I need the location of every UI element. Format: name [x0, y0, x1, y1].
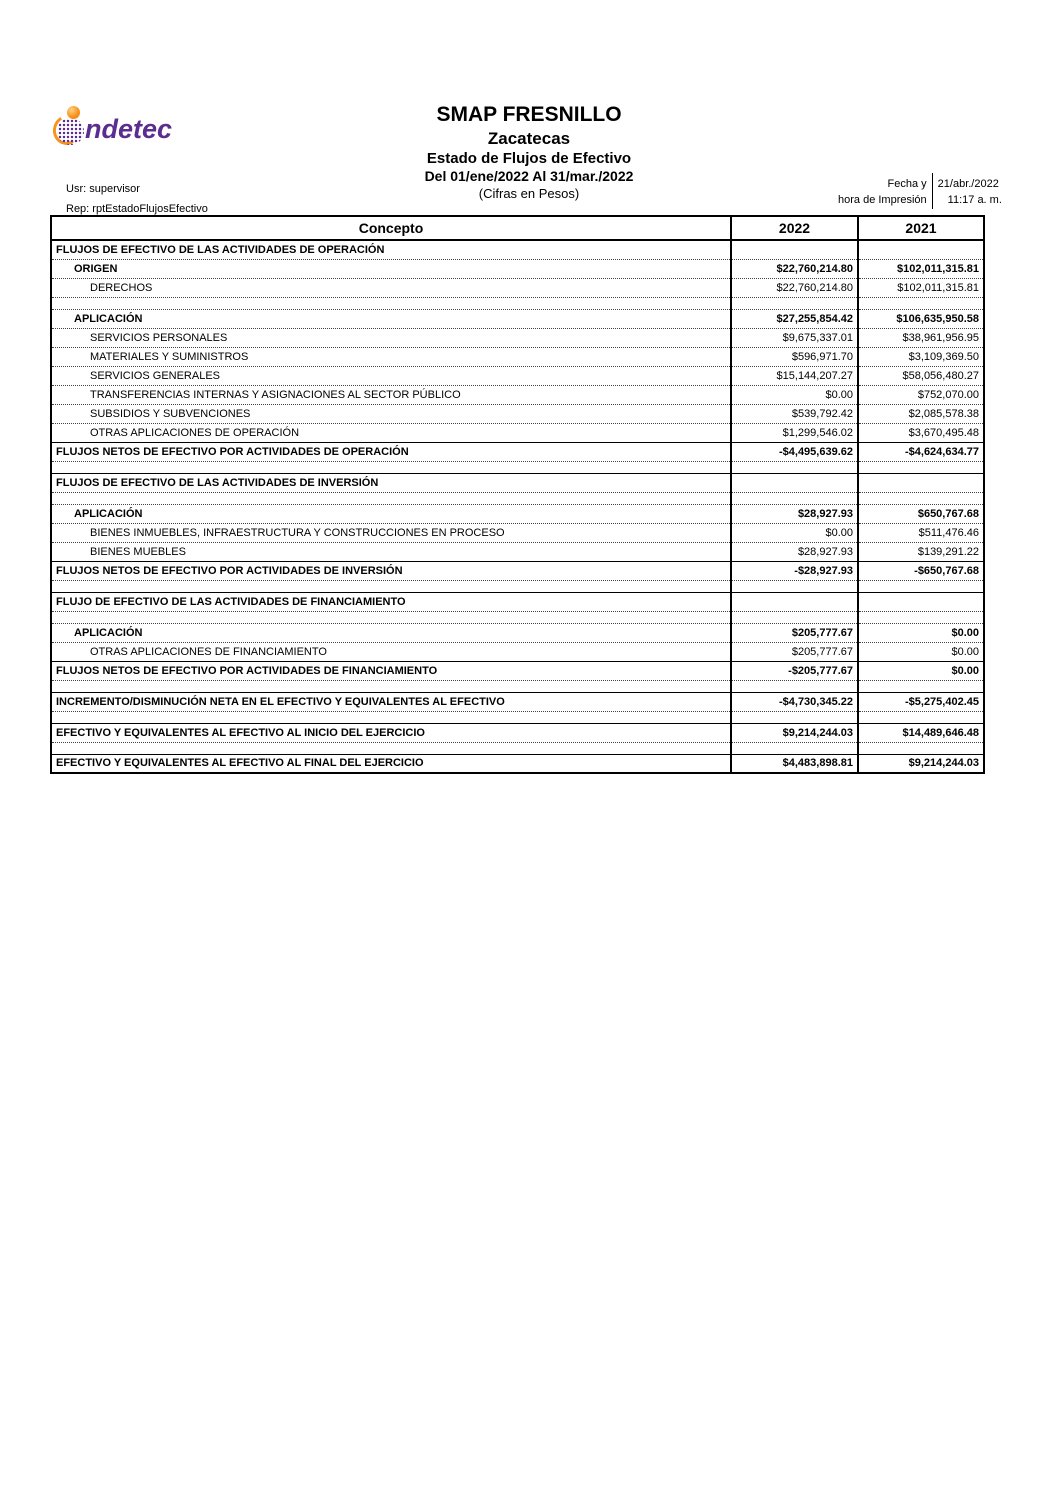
table-row	[51, 623, 984, 642]
report-period: Del 01/ene/2022 Al 31/mar./2022	[424, 168, 634, 185]
table-row	[51, 442, 984, 461]
concept-cell: ORIGEN	[74, 262, 118, 275]
table-row	[51, 347, 984, 366]
concept-cell: TRANSFERENCIAS INTERNAS Y ASIGNACIONES AL SECTOR PÚBLICO	[90, 388, 461, 401]
concept-cell	[51, 297, 731, 309]
value-2021-cell	[858, 742, 984, 754]
value-2021-cell	[858, 297, 984, 309]
concept-cell	[51, 611, 731, 623]
value-2022-cell: -$4,730,345.22	[731, 692, 858, 711]
value-2021-cell: -$4,624,634.77	[858, 442, 984, 461]
column-header-2022: 2022	[731, 216, 858, 240]
table-row	[51, 240, 984, 259]
value-2022-cell	[731, 461, 858, 473]
value-2022-cell: $22,760,214.80	[731, 259, 858, 278]
spacer-row	[51, 611, 984, 623]
value-2022-cell	[731, 240, 858, 259]
report-name: Estado de Flujos de Efectivo	[426, 149, 632, 167]
spacer-row	[51, 492, 984, 504]
table-row	[51, 473, 984, 492]
spacer-row	[51, 680, 984, 692]
value-2022-cell: $0.00	[731, 523, 858, 542]
print-date: 21/abr./2022	[937, 178, 999, 190]
value-2021-cell: $106,635,950.58	[858, 309, 984, 328]
value-2022-cell: $205,777.67	[731, 623, 858, 642]
value-2022-cell: -$205,777.67	[731, 661, 858, 680]
value-2022-cell: $4,483,898.81	[731, 754, 858, 773]
value-2021-cell: $0.00	[858, 642, 984, 661]
value-2022-cell	[731, 742, 858, 754]
value-2021-cell: $58,056,480.27	[858, 366, 984, 385]
value-2021-cell: $102,011,315.81	[858, 259, 984, 278]
value-2022-cell: $205,777.67	[731, 642, 858, 661]
value-2021-cell: $9,214,244.03	[858, 754, 984, 773]
value-2021-cell: $650,767.68	[858, 504, 984, 523]
table-row	[51, 523, 984, 542]
concept-cell: BIENES MUEBLES	[90, 545, 186, 558]
spacer-row	[51, 580, 984, 592]
concept-cell: INCREMENTO/DISMINUCIÓN NETA EN EL EFECTIVO Y EQUIVALENTES AL EFECTIVO	[56, 695, 505, 708]
concept-cell: FLUJOS DE EFECTIVO DE LAS ACTIVIDADES DE OPERACIÓN	[56, 243, 385, 256]
concept-cell: MATERIALES Y SUMINISTROS	[90, 350, 249, 363]
concept-cell: APLICACIÓN	[74, 507, 143, 520]
value-2022-cell: $0.00	[731, 385, 858, 404]
value-2021-cell: $2,085,578.38	[858, 404, 984, 423]
table-row	[51, 385, 984, 404]
spacer-row	[51, 711, 984, 723]
table-row	[51, 561, 984, 580]
value-2021-cell	[858, 473, 984, 492]
value-2021-cell: $139,291.22	[858, 542, 984, 561]
column-header-concepto: Concepto	[51, 216, 731, 240]
value-2021-cell	[858, 240, 984, 259]
value-2022-cell: $1,299,546.02	[731, 423, 858, 442]
concept-cell: BIENES INMUEBLES, INFRAESTRUCTURA Y CONSTRUCCIONES EN PROCESO	[90, 526, 505, 539]
report-id-label: Rep: rptEstadoFlujosEfectivo	[66, 203, 208, 216]
value-2021-cell: $3,670,495.48	[858, 423, 984, 442]
spacer-row	[51, 297, 984, 309]
value-2022-cell	[731, 680, 858, 692]
table-header-row	[51, 216, 984, 240]
concept-cell: APLICACIÓN	[74, 626, 143, 639]
spacer-row	[51, 461, 984, 473]
value-2021-cell	[858, 711, 984, 723]
value-2022-cell: $27,255,854.42	[731, 309, 858, 328]
table-row	[51, 542, 984, 561]
table-row	[51, 692, 984, 711]
value-2022-cell	[731, 711, 858, 723]
value-2022-cell	[731, 611, 858, 623]
table-row	[51, 328, 984, 347]
value-2022-cell: $9,214,244.03	[731, 723, 858, 742]
concept-cell: FLUJO DE EFECTIVO DE LAS ACTIVIDADES DE FINANCIAMIENTO	[56, 595, 406, 608]
org-title: SMAP FRESNILLO	[436, 103, 622, 126]
column-header-2021: 2021	[858, 216, 984, 240]
value-2021-cell: $0.00	[858, 623, 984, 642]
table-row	[51, 366, 984, 385]
logo-text: ndetec	[85, 114, 173, 144]
value-2022-cell: $15,144,207.27	[731, 366, 858, 385]
table-row	[51, 404, 984, 423]
concept-cell: EFECTIVO Y EQUIVALENTES AL EFECTIVO AL FINAL DEL EJERCICIO	[56, 757, 424, 770]
cash-flow-table	[50, 215, 985, 774]
concept-cell: OTRAS APLICACIONES DE OPERACIÓN	[90, 426, 300, 439]
user-label: Usr: supervisor	[66, 183, 140, 195]
value-2021-cell	[858, 492, 984, 504]
value-2022-cell: -$4,495,639.62	[731, 442, 858, 461]
table-row	[51, 592, 984, 611]
value-2021-cell	[858, 592, 984, 611]
spacer-row	[51, 742, 984, 754]
concept-cell	[51, 461, 731, 473]
print-datetime-block	[838, 173, 1002, 209]
concept-cell	[51, 580, 731, 592]
report-units: (Cifras en Pesos)	[478, 185, 580, 201]
value-2022-cell	[731, 297, 858, 309]
value-2021-cell: $38,961,956.95	[858, 328, 984, 347]
print-label-line1: Fecha y	[887, 178, 927, 190]
value-2021-cell: $752,070.00	[858, 385, 984, 404]
value-2022-cell	[731, 473, 858, 492]
value-2022-cell: $9,675,337.01	[731, 328, 858, 347]
value-2022-cell: -$28,927.93	[731, 561, 858, 580]
value-2021-cell: $511,476.46	[858, 523, 984, 542]
table-row	[51, 423, 984, 442]
value-2021-cell	[858, 580, 984, 592]
concept-cell	[51, 492, 731, 504]
value-2021-cell	[858, 461, 984, 473]
table-row	[51, 661, 984, 680]
print-label-line2: hora de Impresión	[838, 193, 927, 206]
table-row	[51, 754, 984, 773]
value-2021-cell: $14,489,646.48	[858, 723, 984, 742]
concept-cell	[51, 711, 731, 723]
table-body	[51, 240, 984, 773]
table-row	[51, 642, 984, 661]
table-row	[51, 259, 984, 278]
table-row	[51, 278, 984, 297]
concept-cell: FLUJOS NETOS DE EFECTIVO POR ACTIVIDADES DE FINANCIAMIENTO	[56, 664, 438, 677]
table-row	[51, 309, 984, 328]
print-datetime-labels	[838, 173, 932, 209]
value-2022-cell: $28,927.93	[731, 542, 858, 561]
value-2022-cell: $539,792.42	[731, 404, 858, 423]
concept-cell: FLUJOS NETOS DE EFECTIVO POR ACTIVIDADES DE INVERSIÓN	[56, 564, 403, 577]
value-2021-cell: $102,011,315.81	[858, 278, 984, 297]
concept-cell	[51, 680, 731, 692]
value-2021-cell	[858, 611, 984, 623]
concept-cell: SERVICIOS PERSONALES	[90, 331, 228, 344]
value-2021-cell	[858, 680, 984, 692]
value-2022-cell	[731, 492, 858, 504]
value-2022-cell	[731, 592, 858, 611]
concept-cell: SUBSIDIOS Y SUBVENCIONES	[90, 407, 251, 420]
table-row	[51, 504, 984, 523]
value-2022-cell	[731, 580, 858, 592]
concept-cell	[51, 742, 731, 754]
org-subtitle: Zacatecas	[487, 129, 571, 149]
concept-cell: SERVICIOS GENERALES	[90, 369, 221, 382]
print-datetime-values	[933, 173, 1002, 209]
value-2022-cell: $22,760,214.80	[731, 278, 858, 297]
concept-cell: FLUJOS NETOS DE EFECTIVO POR ACTIVIDADES DE OPERACIÓN	[56, 445, 409, 458]
print-time: 11:17 a. m.	[947, 193, 1002, 206]
value-2021-cell: -$650,767.68	[858, 561, 984, 580]
meta-left	[66, 179, 208, 220]
value-2021-cell: -$5,275,402.45	[858, 692, 984, 711]
concept-cell: APLICACIÓN	[74, 312, 143, 325]
table-row	[51, 723, 984, 742]
concept-cell: FLUJOS DE EFECTIVO DE LAS ACTIVIDADES DE INVERSIÓN	[56, 476, 379, 489]
value-2022-cell: $596,971.70	[731, 347, 858, 366]
concept-cell: OTRAS APLICACIONES DE FINANCIAMIENTO	[90, 645, 327, 658]
concept-cell: DERECHOS	[90, 281, 153, 294]
concept-cell: EFECTIVO Y EQUIVALENTES AL EFECTIVO AL INICIO DEL EJERCICIO	[56, 726, 425, 739]
value-2022-cell: $28,927.93	[731, 504, 858, 523]
value-2021-cell: $0.00	[858, 661, 984, 680]
value-2021-cell: $3,109,369.50	[858, 347, 984, 366]
